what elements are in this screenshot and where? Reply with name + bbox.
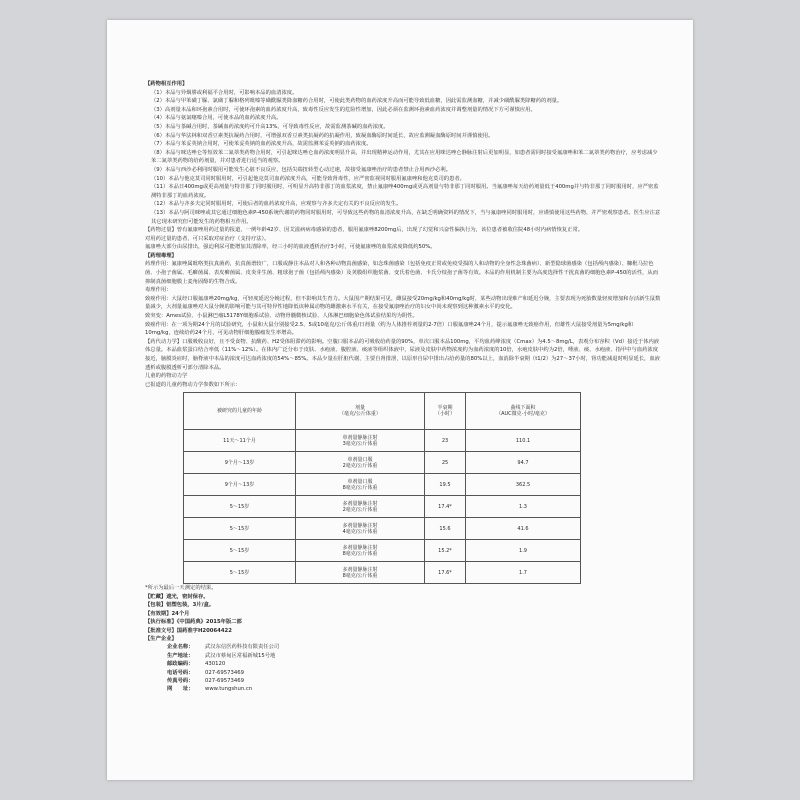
pk-cell-auc: 94.7 (466, 452, 581, 474)
interaction-item: （5）本品与茶碱合用时，茶碱血药浓度约可升高13%，可导致毒性反应，故需监测茶碱的血药浓度。 (151, 123, 389, 130)
manufacturer-line (145, 652, 661, 660)
pk-cell-halflife: 15.2* (425, 540, 466, 562)
pk-cell-age: 11天～11个月 (184, 430, 296, 452)
pk-cell-dose: 单剂量口服 2毫克/公斤体重 (296, 452, 425, 474)
interaction-item: （7）本品与苯妥英钠合用时，可使苯妥英钠的血药浓度升高，故需监测苯妥英钠的血药浓度。 (151, 141, 372, 148)
pk-cell-age: 5～15岁 (184, 518, 296, 540)
overdose-report: 【药物过量】曾有氟康唑用药过量的报道，一例年龄42岁、因艾滋病病毒感染的患者，服用氟康唑8200mg后，出现了幻觉和兴奋性偏执行为，该位患者被收住院48小时内病情恢复正常。 (145, 227, 584, 234)
manufacturer-value: www.tungshun.cn (205, 686, 253, 693)
manufacturer-line (145, 677, 661, 685)
storage: 【贮藏】遮光，密封保存。 (145, 593, 209, 600)
pk-cell-auc: 1.7 (466, 562, 581, 584)
pk-table-header-row (184, 393, 581, 430)
leaflet-content (145, 80, 661, 694)
interaction-item: （6）本品与华法林和双香豆素类抗凝药合用时，可增强双香豆素类抗凝药的抗凝作用，致凝血酶原时间延长，故应监测凝血酶原时间并谨慎使用。 (151, 132, 494, 139)
pk-cell-age: 5～15岁 (184, 496, 296, 518)
pk-table-row (184, 518, 581, 540)
interaction-item: （12）本品与齐多夫定同时服用时，可使后者的血药浓度升高，应观察与齐多夫定有关的不良反应的发生。 (151, 201, 402, 208)
pharmacology-paragraph: 致癌作用：在一项为期24个月的试验研究，小鼠和大鼠分别接受2.5、5或10毫克/公斤体重/日剂量（约为人体推荐剂量的2-7倍）口服氟康唑24个月，提示氟康唑无致癌作用，但雄性大鼠接受剂量为5mg/kg和10mg/kg，连续给药24个月，可见动物肝细胞腺瘤发生率增高。 (145, 321, 634, 337)
overdose-line-2: 氟康唑大部分由尿排出，强迫利尿可能增加其清除率，经三小时的血液透析治疗3小时，可使氟康唑的血浆浓度降低约50%。 (145, 244, 436, 251)
pk-cell-auc: 1.9 (466, 540, 581, 562)
pk-table-row (184, 496, 581, 518)
pk-footnote: *所示为最后一天测定的结果。 (145, 585, 217, 592)
pharmacology-paragraph: 致癌作用：大鼠经口服氟康唑20mg/kg，可轻度延迟分娩过程，但不影响其生育力。大鼠围产期结果可见，雌鼠接受20mg/kg和40mg/kg时，某些动物出现难产和延迟分娩，主要表现为死胎数量轻度增加和存活新生鼠数量减少，大剂量氟康唑对大鼠分娩的影响可能与其可特异性地降低该种属动物的雌激素水平有关，在接受氟康唑治疗的妇女中尚未观察到这种激素水平的变化。 (145, 295, 661, 311)
product-info (145, 593, 661, 694)
manufacturer-label: 传真号码： (167, 678, 194, 685)
leaflet-sheet (107, 20, 693, 780)
manufacturer-line (145, 660, 661, 668)
pk-table-row (184, 430, 581, 452)
pk-header-halflife: 半衰期 （小时） (425, 393, 466, 430)
pk-cell-halflife: 15.6 (425, 518, 466, 540)
standard: 【执行标准】《中国药典》2015年版二部 (145, 619, 242, 626)
pk-cell-dose: 多剂量静脉注射 8毫克/公斤体重 (296, 540, 425, 562)
interaction-item: （9）本品与西沙必利同时服用可能发生心脏不良反应，包括尖端扭转型心动过速，故接受氟康唑治疗的患者禁止合用西沙必利。 (151, 166, 451, 173)
manufacturer-label: 生产地址： (167, 652, 194, 659)
pk-cell-dose: 单剂量静脉注射 3毫克/公斤体重 (296, 430, 425, 452)
interaction-item: （11）本品日400mg或更高剂量与特非那丁同时服用时，可明显升高特非那丁的血浆浓度，禁止氟康唑400mg或更高剂量与特非那丁同时服用。当氟康唑每天给药剂量低于400mg并与特非那丁同时服用时，应严密监测特非那丁的血药浓度。 (151, 184, 659, 199)
interaction-item: （10）本品与他克莫司同时服用时，可引起他克莫司血药浓度升高，可能导致肾毒性，应严密监视同时服用氟康唑和他克莫司的患者。 (151, 175, 465, 182)
pk-cell-dose: 多剂量静脉注射 4毫克/公斤体重 (296, 518, 425, 540)
interaction-item: （1）本品与异烟肼或利福平合用时，可影响本品的血清浓度。 (151, 89, 298, 96)
pk-table-row (184, 562, 581, 584)
pk-cell-halflife: 25 (425, 452, 466, 474)
manufacturer-value: 武汉市蔡甸区常福新城15号地 (205, 652, 276, 659)
interactions-heading: 【药物相互作用】 (145, 81, 188, 87)
manufacturer-label: 网 址： (167, 686, 194, 693)
manufacturer-label: 邮政编码： (167, 661, 194, 668)
manufacturer-value: 430120 (205, 661, 226, 668)
pk-cell-age: 5～15岁 (184, 540, 296, 562)
pharmacology-paragraph: 致突变：Ames试验、小鼠淋巴瘤L5178Y细胞系试验、动物骨髓微核试验、人体淋巴细胞染色体试验结果均为阴性。 (145, 313, 418, 320)
interaction-item: （3）高剂量本品和环孢素合用时，可使环孢素的血药浓度升高，致毒性反应发生的危险性增加，因此必须在监测环孢素血药浓度并调整剂量的情况下方可谨慎应用。 (151, 106, 536, 113)
pk-cell-auc: 1.3 (466, 496, 581, 518)
approval-number: 【批准文号】国药准字H20064422 (145, 627, 232, 634)
pharmacology-heading: 【药理毒理】 (145, 252, 177, 259)
pk-cell-dose: 多剂量静脉注射 2毫克/公斤体重 (296, 496, 425, 518)
pk-table-row (184, 540, 581, 562)
pk-table-row (184, 452, 581, 474)
pk-cell-halflife: 17.4* (425, 496, 466, 518)
interaction-item: （13）本品与阿司咪唑或其它通过细胞色素P-450系统代谢的药物同时服用时，可导致这些药物的血清浓度升高，在缺乏明确资料的情况下，当与氟康唑同时服用时，应谨慎使用这些药物，并严密观察患者。医生应注意其它现未研究但可能发生的药物相互作用。 (151, 209, 661, 225)
pk-cell-halflife: 17.6* (425, 562, 466, 584)
interaction-item: （4）本品与氨氯噻嗪合用，可使本品的血药浓度升高。 (151, 115, 282, 122)
pk-cell-auc: 110.1 (466, 430, 581, 452)
overdose-line-1: 对用药过量的患者，可只采取对症治疗（支持疗法）。 (145, 235, 270, 242)
pk-cell-dose: 多剂量静脉注射 8毫克/公斤体重 (296, 562, 425, 584)
pk-cell-halflife: 23 (425, 430, 466, 452)
pk-cell-dose: 单剂量口服 8毫克/公斤体重 (296, 474, 425, 496)
manufacturer-value: 027-69573469 (205, 678, 244, 685)
manufacturer-label: 电话号码： (167, 669, 194, 676)
manufacturer-value: 武汉东信医药科技有限责任公司 (205, 644, 280, 651)
pk-table-row (184, 474, 581, 496)
pk-table (183, 392, 581, 584)
package: 【包装】铝塑包装，3片/盒。 (145, 602, 215, 609)
manufacturer-value: 027-69573469 (205, 669, 244, 676)
pharmacology-paragraph: 毒理作用： (145, 287, 172, 294)
pk-cell-age: 9个月～13岁 (184, 452, 296, 474)
pk-cell-auc: 362.5 (466, 474, 581, 496)
manufacturer-label: 企业名称： (167, 644, 194, 651)
pharmacology-paragraph: 药理作用：氟康唑属吡咯类抗真菌药，抗真菌谱较广，口服或静注本品对人和各种动物真菌感染，如念珠菌感染（包括免疫正常或免疫受损的人和动物的全身性念珠菌病）、新型隐球菌感染（包括颅内感染）、糠秕马拉色菌、小孢子菌属、毛癣菌属、表皮癣菌属、皮炎芽生菌、粗球孢子菌（包括颅内感染）及荚膜组织胞浆菌、变氏着色菌、卡氏分枝孢子菌等有效。本品的作用机制主要为高度选择性干扰真菌的细胞色素P-450的活性，从而抑制真菌细胞膜上麦角固醇的生物合成。 (145, 261, 659, 285)
pharmacology-paragraph: 【药代动力学】口服吸收良好，且不受食物、抗酸药、H2受体阻滞药的影响。空腹口服本品的可吸收给药量的90%，单次口服本品100mg，平均血药峰浓度（Cmax）为4.5～8mg/L，表观分布容积（Vd）接近于体内液体总量。本品血浆蛋白结合率低（11%～12%）。在体内广泛分布于皮肤、水疱液、腹腔液、痰液等组织体液中，尿液及皮肤中药物浓度约为血药浓度的10倍，水疱皮肤中约为2倍，唾液、痰、水疱液、指甲中与血药浓度接近，脑膜炎症时，脑脊液中本品的浓度可达血药浓度的54%～85%。本品少量在肝脏代谢，主要自肾排泄，以原形自尿中排出占给药量的80%以上，血消除半衰期（t1/2）为27～37小时，肾功能减退时明显延长，血液透析或腹膜透析可部分清除本品。 (145, 338, 660, 371)
manufacturer-line (145, 643, 661, 651)
manufacturer-line (145, 669, 661, 677)
pk-header-age: 被研究的儿童的年龄 (184, 393, 296, 430)
pk-header-auc: 曲线下面积 （AUC微克·小时/毫克） (466, 393, 581, 430)
pk-cell-age: 5～15岁 (184, 562, 296, 584)
manufacturer-details (145, 643, 661, 693)
interaction-item: （8）本品与咪达唑仑等短效苯二氮䓬类药物合用时，可引起咪达唑仑血药浓度明显升高，并出现精神运动作用，尤其在应用咪达唑仑静脉注射后更加明显，如患者需同时接受氟康唑和苯二氮䓬类药物治疗，应考虑减少苯二氮䓬类药物的给药剂量，并对患者进行适当的观察。 (151, 149, 658, 165)
pk-cell-auc: 41.6 (466, 518, 581, 540)
pharmacology-paragraph: 已报道的儿童药物动力学参数如下所示： (145, 381, 241, 388)
pharmacology-paragraph: 儿童的药物动力学 (145, 373, 188, 380)
pharmacology-text (145, 260, 661, 389)
pk-header-dose: 剂量 （毫克/公斤体重） (296, 393, 425, 430)
pk-table-body (184, 430, 581, 584)
interactions-list (145, 89, 661, 227)
pk-cell-age: 9个月～13岁 (184, 474, 296, 496)
interaction-item: （2）本品与甲苯磺丁脲、氯磺丁脲和格列吡嗪等磺酰脲类降血糖药合用时，可使此类药物的血药浓度升高而可能导致低血糖，因此需监测血糖，并减少磺酰脲类降糖药的剂量。 (151, 98, 563, 105)
validity: 【有效期】24个月 (145, 610, 190, 617)
manufacturer-line (145, 685, 661, 693)
pk-cell-halflife: 19.5 (425, 474, 466, 496)
manufacturer-heading: 【生产企业】 (145, 636, 177, 642)
